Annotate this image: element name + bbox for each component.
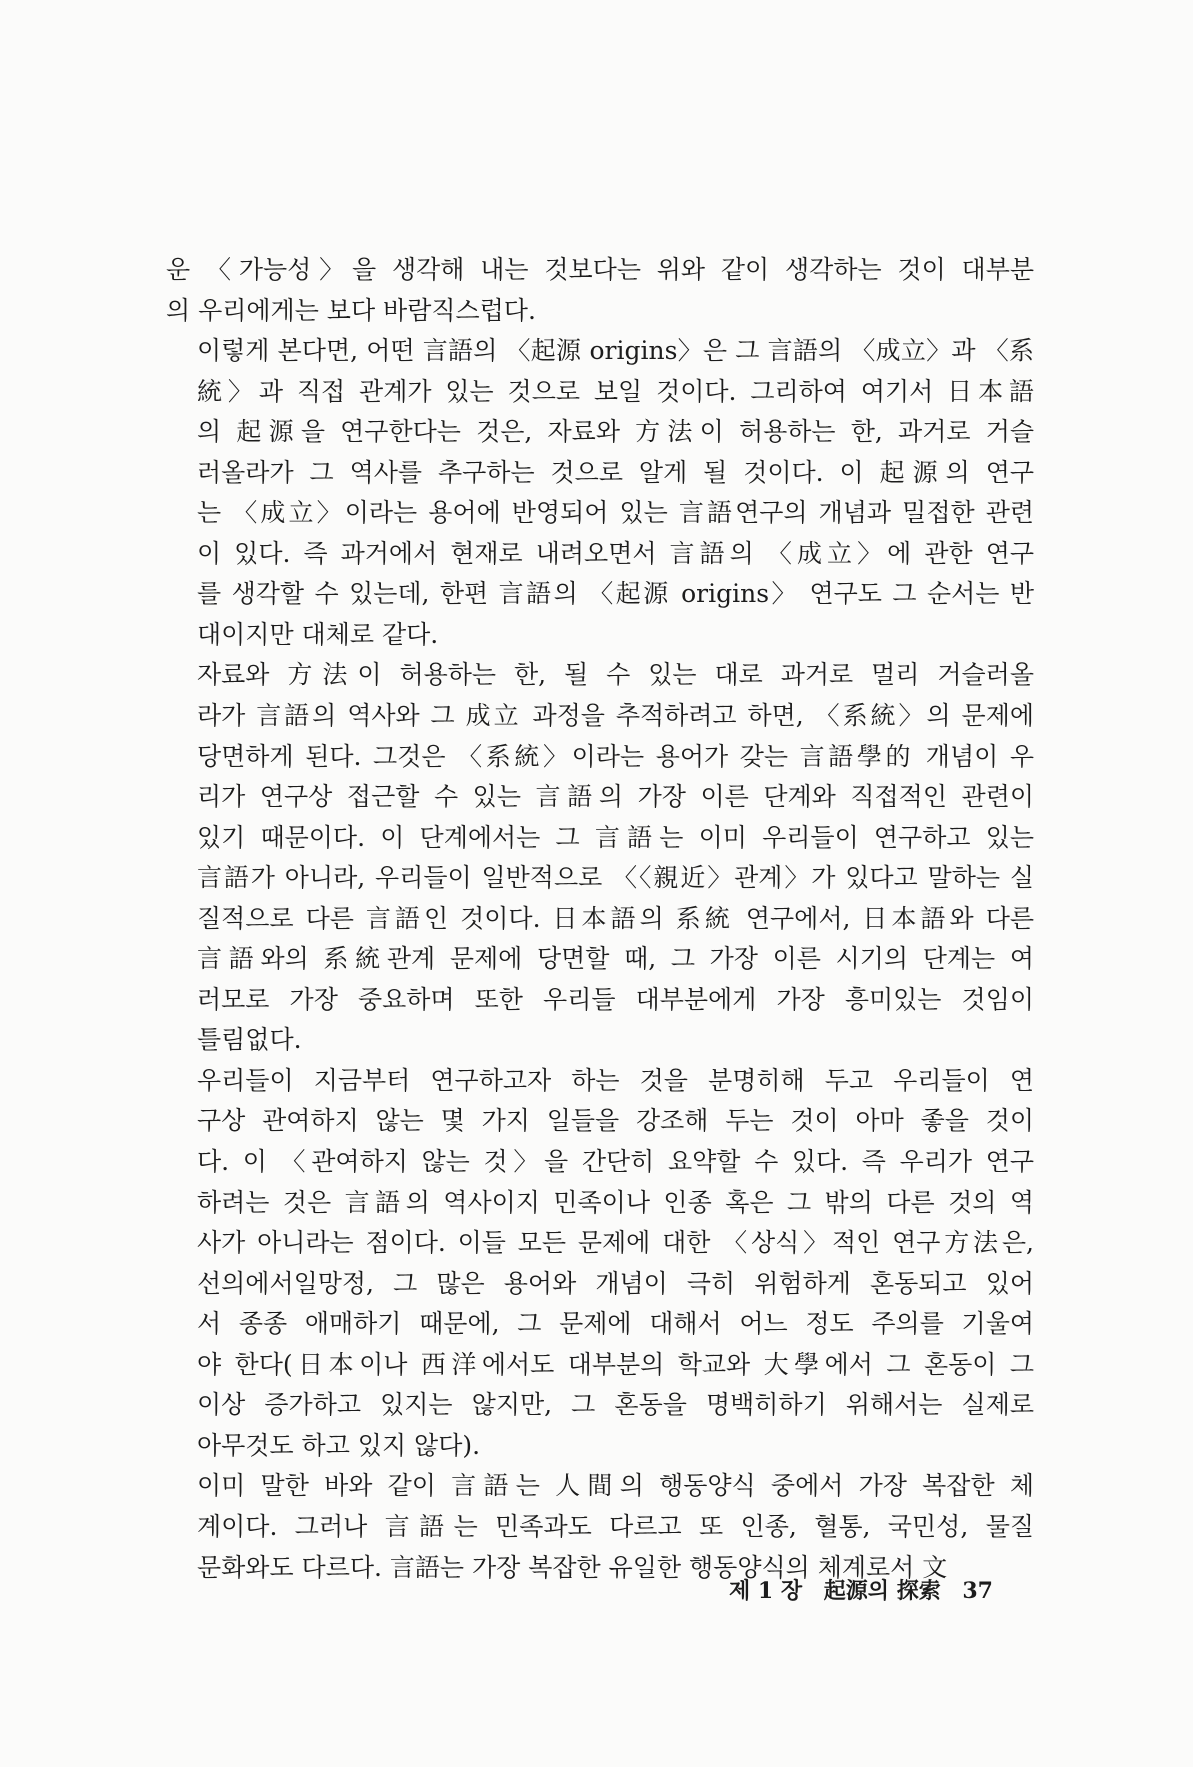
text-line: 우리들이 지금부터 연구하고자 하는 것을 분명히해 두고 우리들이 연 bbox=[197, 1065, 1034, 1095]
paragraph bbox=[166, 1061, 1034, 1466]
text-line: 있기 때문이다. 이 단계에서는 그 言語는 이미 우리들이 연구하고 있는 bbox=[197, 822, 1034, 852]
text-line: 라가 言語의 역사와 그 成立 과정을 추적하려고 하면, 〈系統〉의 문제에 bbox=[197, 701, 1034, 731]
text-line: 言語가 아니라, 우리들이 일반적으로 〈〈親近〉관계〉가 있다고 말하는 실 bbox=[197, 863, 1034, 893]
text-line: 統〉과 직접 관계가 있는 것으로 보일 것이다. 그리하여 여기서 日本語 bbox=[197, 376, 1034, 406]
paragraph bbox=[166, 250, 1034, 331]
text-line: 이렇게 본다면, 어떤 言語의 〈起源 origins〉은 그 言語의 〈成立〉과 〈系 bbox=[197, 336, 1034, 366]
paragraph bbox=[166, 655, 1034, 1060]
text-line: 하려는 것은 言語의 역사이지 민족이나 인종 혹은 그 밖의 다른 것의 역 bbox=[197, 1187, 1034, 1217]
text-line: 문화와도 다르다. 言語는 가장 복잡한 유일한 행동양식의 체계로서 文 bbox=[197, 1552, 948, 1582]
text-line: 의 起源을 연구한다는 것은, 자료와 方法이 허용하는 한, 과거로 거슬 bbox=[197, 417, 1034, 447]
text-line: 리가 연구상 접근할 수 있는 言語의 가장 이른 단계와 직접적인 관련이 bbox=[197, 782, 1034, 812]
text-line: 당면하게 된다. 그것은 〈系統〉이라는 용어가 갖는 言語學的 개념이 우 bbox=[197, 741, 1034, 771]
page-number: 37 bbox=[962, 1578, 993, 1604]
paragraph bbox=[166, 1466, 1034, 1588]
running-footer bbox=[715, 1574, 993, 1605]
text-line: 야 한다(日本이나 西洋에서도 대부분의 학교와 大學에서 그 혼동이 그 bbox=[197, 1349, 1034, 1379]
text-line: 자료와 方法이 허용하는 한, 될 수 있는 대로 과거로 멀리 거슬러올 bbox=[197, 660, 1034, 690]
text-line: 선의에서일망정, 그 많은 용어와 개념이 극히 위험하게 혼동되고 있어 bbox=[197, 1268, 1034, 1298]
text-line: 서 종종 애매하기 때문에, 그 문제에 대해서 어느 정도 주의를 기울여 bbox=[197, 1309, 1034, 1339]
chapter-title: 起源의 探索 bbox=[823, 1578, 941, 1604]
text-line: 아무것도 하고 있지 않다). bbox=[197, 1430, 481, 1460]
text-line: 구상 관여하지 않는 몇 가지 일들을 강조해 두는 것이 아마 좋을 것이 bbox=[197, 1106, 1034, 1136]
paragraph bbox=[166, 331, 1034, 655]
text-line: 이상 증가하고 있지는 않지만, 그 혼동을 명백히하기 위해서는 실제로 bbox=[197, 1390, 1034, 1420]
text-line: 는 〈成立〉이라는 용어에 반영되어 있는 言語연구의 개념과 밀접한 관련 bbox=[197, 498, 1034, 528]
text-line: 다. 이 〈관여하지 않는 것〉을 간단히 요약할 수 있다. 즉 우리가 연구 bbox=[197, 1147, 1034, 1177]
text-line: 운 〈가능성〉을 생각해 내는 것보다는 위와 같이 생각하는 것이 대부분 bbox=[166, 255, 1034, 284]
text-line: 사가 아니라는 점이다. 이들 모든 문제에 대한 〈상식〉적인 연구方法은, bbox=[197, 1228, 1034, 1258]
text-line: 대이지만 대체로 같다. bbox=[197, 619, 439, 649]
text-line: 의 우리에게는 보다 바람직스럽다. bbox=[166, 295, 536, 325]
text-line: 를 생각할 수 있는데, 한편 言語의 〈起源 origins〉 연구도 그 순서는 반 bbox=[197, 579, 1034, 609]
text-line: 질적으로 다른 言語인 것이다. 日本語의 系統 연구에서, 日本語와 다른 bbox=[197, 903, 1034, 933]
body-text bbox=[166, 250, 1034, 1588]
text-line: 틀림없다. bbox=[197, 1025, 302, 1055]
chapter-label: 제 1 장 bbox=[728, 1578, 803, 1604]
text-line: 言語와의 系統관계 문제에 당면할 때, 그 가장 이른 시기의 단계는 여 bbox=[197, 944, 1034, 974]
text-line: 이 있다. 즉 과거에서 현재로 내려오면서 言語의 〈成立〉에 관한 연구 bbox=[197, 538, 1034, 568]
text-line: 계이다. 그러나 言語는 민족과도 다르고 또 인종, 혈통, 국민성, 물질 bbox=[197, 1511, 1034, 1541]
text-line: 이미 말한 바와 같이 言語는 人間의 행동양식 중에서 가장 복잡한 체 bbox=[197, 1471, 1034, 1501]
text-line: 러올라가 그 역사를 추구하는 것으로 알게 될 것이다. 이 起源의 연구 bbox=[197, 457, 1034, 487]
text-line: 러모로 가장 중요하며 또한 우리들 대부분에게 가장 흥미있는 것임이 bbox=[197, 984, 1034, 1014]
